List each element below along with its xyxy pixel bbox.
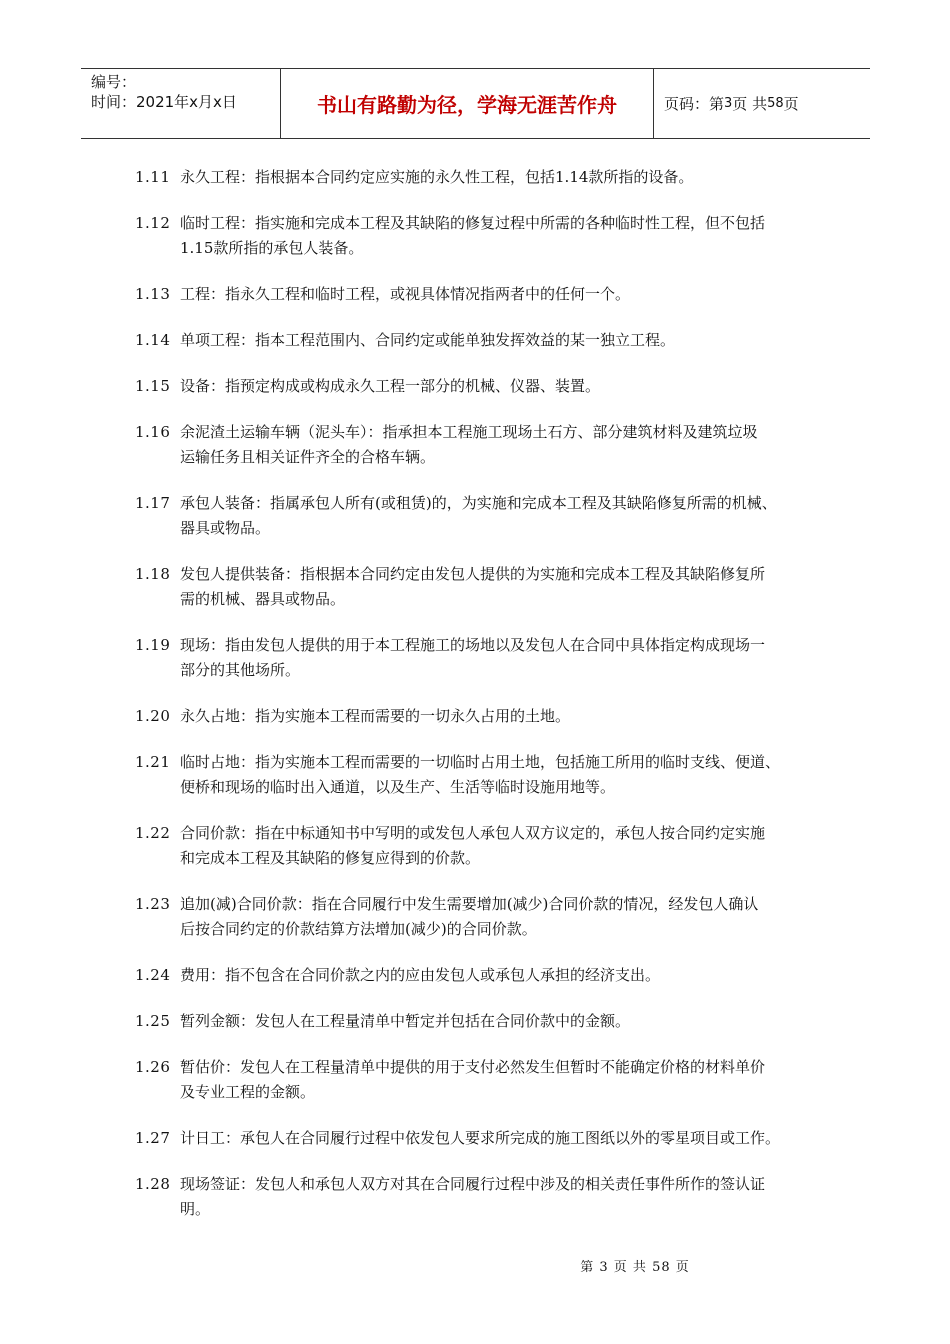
clause-text — [180, 328, 850, 353]
clause-text-line: 及专业工程的金额。 — [180, 1083, 316, 1101]
clause-text-line: 合同价款：指在中标通知书中写明的或发包人承包人双方议定的，承包人按合同约定实施 — [180, 824, 766, 842]
clause-number: 1.23 — [135, 895, 171, 913]
clause-text-line: 暂估价：发包人在工程量清单中提供的用于支付必然发生但暂时不能确定价格的材料单价 — [180, 1058, 766, 1076]
clause-text-line: 设备：指预定构成或构成永久工程一部分的机械、仪器、装置。 — [180, 377, 601, 395]
page-footer — [0, 1256, 950, 1275]
clause-text-line: 工程：指永久工程和临时工程，或视具体情况指两者中的任何一个。 — [180, 285, 631, 303]
clause-text-line: 单项工程：指本工程范围内、合同约定或能单独发挥效益的某一独立工程。 — [180, 331, 676, 349]
page-middle: 页 共 — [732, 95, 768, 113]
document-number-label: 编号： — [91, 73, 137, 91]
page-suffix: 页 — [783, 95, 799, 113]
footer-current: 3 — [599, 1260, 609, 1275]
clause-text-line: 临时工程：指实施和完成本工程及其缺陷的修复过程中所需的各种临时性工程，但不包括 — [180, 214, 766, 232]
clause-text-line: 费用：指不包含在合同价款之内的应由发包人或承包人承担的经济支出。 — [180, 966, 661, 984]
page-total: 58 — [767, 96, 784, 111]
clause-text — [180, 282, 850, 307]
clause-text — [180, 374, 850, 399]
clause-text — [180, 633, 850, 683]
clause-text — [180, 892, 850, 942]
clause-text — [180, 420, 850, 470]
document-time-label: 时间：2021年x月x日 — [91, 93, 237, 111]
clause-text-line: 部分的其他场所。 — [180, 661, 301, 679]
clause-text-line: 和完成本工程及其缺陷的修复应得到的价款。 — [180, 849, 481, 867]
clause-number: 1.15 — [135, 377, 171, 395]
clause-number: 1.22 — [135, 824, 171, 842]
clause-number: 1.26 — [135, 1058, 171, 1076]
clause-number: 1.25 — [135, 1012, 171, 1030]
clause-text-line: 临时占地：指为实施本工程而需要的一切临时占用土地，包括施工所用的临时支线、便道、 — [180, 753, 781, 771]
clause-text-line: 发包人提供装备：指根据本合同约定由发包人提供的为实施和完成本工程及其缺陷修复所 — [180, 565, 766, 583]
clause-text — [180, 750, 850, 800]
clause-number: 1.19 — [135, 636, 171, 654]
footer-prefix: 第 — [580, 1260, 595, 1275]
clause-text-line: 需的机械、器具或物品。 — [180, 590, 346, 608]
clause-text-line: 承包人装备：指属承包人所有(或租赁)的，为实施和完成本工程及其缺陷修复所需的机械、 — [180, 494, 777, 512]
clause-number: 1.20 — [135, 707, 171, 725]
clause-number: 1.17 — [135, 494, 171, 512]
clause-number: 1.24 — [135, 966, 171, 984]
clause-text — [180, 1172, 850, 1222]
clause-text-line: 余泥渣土运输车辆（泥头车）：指承担本工程施工现场土石方、部分建筑材料及建筑垃圾 — [180, 423, 758, 441]
header-page-info — [654, 69, 870, 138]
clause-text — [180, 1055, 850, 1105]
clause-text-line: 追加(减)合同价款：指在合同履行中发生需要增加(减少)合同价款的情况，经发包人确认 — [180, 895, 759, 913]
footer-suffix: 页 — [675, 1260, 690, 1275]
clause-text-line: 现场：指由发包人提供的用于本工程施工的场地以及发包人在合同中具体指定构成现场一 — [180, 636, 766, 654]
clause-text — [180, 211, 850, 261]
clause-number: 1.28 — [135, 1175, 171, 1193]
clause-text-line: 明。 — [180, 1200, 211, 1218]
header-meta — [81, 69, 281, 138]
clause-text-line: 后按合同约定的价款结算方法增加(减少)的合同价款。 — [180, 920, 537, 938]
clause-number: 1.27 — [135, 1129, 171, 1147]
clause-text-line: 永久占地：指为实施本工程而需要的一切永久占用的土地。 — [180, 707, 571, 725]
clause-text-line: 永久工程：指根据本合同约定应实施的永久性工程，包括1.14款所指的设备。 — [180, 168, 694, 186]
clause-text — [180, 704, 850, 729]
header-motto: 书山有路勤为径，学海无涯苦作舟 — [281, 69, 654, 138]
clause-number: 1.14 — [135, 331, 171, 349]
clause-number: 1.18 — [135, 565, 171, 583]
page-prefix: 页码：第 — [664, 95, 725, 113]
clause-number: 1.12 — [135, 214, 171, 232]
clause-number: 1.11 — [135, 168, 171, 186]
page-current: 3 — [724, 96, 733, 111]
clause-number: 1.16 — [135, 423, 171, 441]
clause-number: 1.13 — [135, 285, 171, 303]
clause-text-line: 现场签证：发包人和承包人双方对其在合同履行过程中涉及的相关责任事件所作的签认证 — [180, 1175, 766, 1193]
clause-text — [180, 491, 850, 541]
clause-number: 1.21 — [135, 753, 171, 771]
clause-text-line: 便桥和现场的临时出入通道，以及生产、生活等临时设施用地等。 — [180, 778, 616, 796]
clause-text — [180, 165, 850, 190]
clause-text — [180, 963, 850, 988]
clause-text-line: 1.15款所指的承包人装备。 — [180, 239, 364, 257]
clause-text-line: 暂列金额：发包人在工程量清单中暂定并包括在合同价款中的金额。 — [180, 1012, 631, 1030]
clause-text-line: 器具或物品。 — [180, 519, 271, 537]
clause-text — [180, 1009, 850, 1034]
clause-text-line: 运输任务且相关证件齐全的合格车辆。 — [180, 448, 436, 466]
clause-text — [180, 821, 850, 871]
clause-text-line: 计日工：承包人在合同履行过程中依发包人要求所完成的施工图纸以外的零星项目或工作。 — [180, 1129, 781, 1147]
clause-text — [180, 1126, 850, 1151]
footer-total: 58 — [652, 1260, 671, 1275]
footer-middle: 页 共 — [613, 1260, 647, 1275]
clause-text — [180, 562, 850, 612]
page-header — [81, 68, 870, 139]
